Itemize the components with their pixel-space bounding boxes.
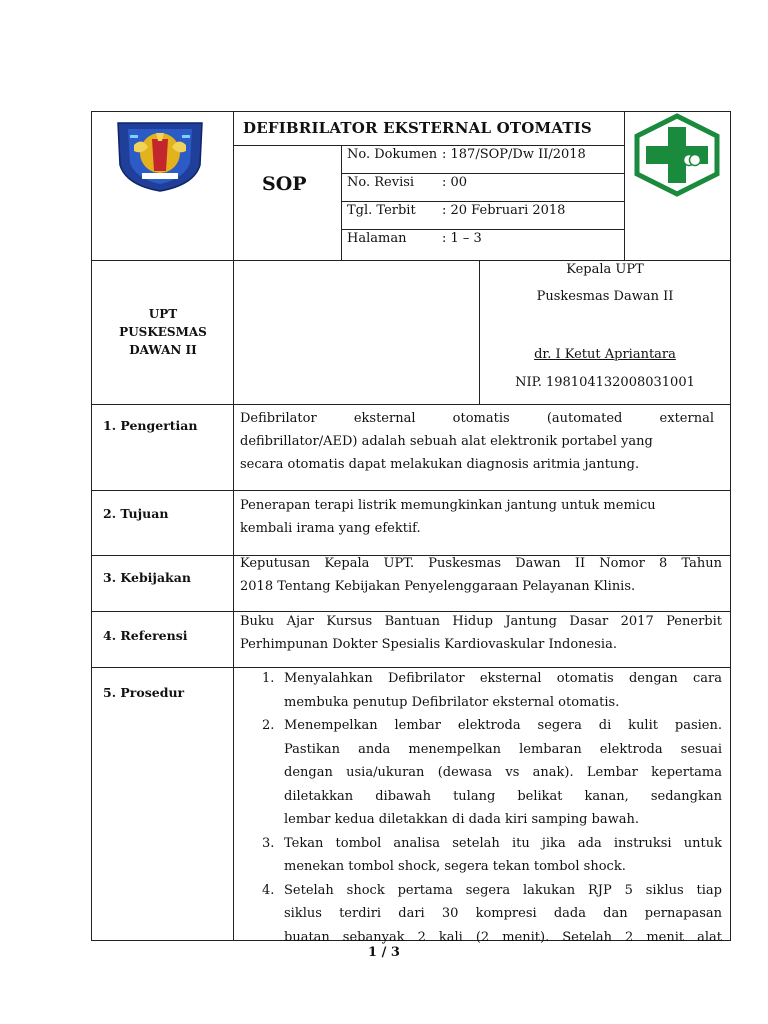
organization-line-3: DAWAN II (129, 343, 197, 357)
pengertian-line: secara otomatis dapat melakukan diagnosis aritmia jantung. (240, 457, 640, 472)
header-logo-divider (624, 111, 625, 261)
prosedur-list (262, 667, 722, 949)
table-border-right (730, 111, 731, 941)
organization-name (95, 305, 231, 359)
regency-emblem-icon (112, 115, 208, 193)
head-title-1: Kepala UPT (566, 262, 644, 277)
document-title: DEFIBRILATOR EKSTERNAL OTOMATIS (243, 119, 592, 137)
meta-issue-date-value: : 20 Februari 2018 (442, 203, 566, 218)
kebijakan-line: Keputusan Kepala UPT. Puskesmas Dawan II Nomor 8 Tahun (240, 556, 722, 571)
section-label-referensi: 4. Referensi (103, 628, 188, 643)
list-item-line: lembar kedua diletakkan di dada kiri samping bawah. (284, 812, 639, 827)
pengertian-line: defibrillator/AED) adalah sebuah alat elektronik portabel yang (240, 434, 653, 449)
page-number: 1 / 3 (368, 945, 400, 960)
meta-doc-number-value: : 187/SOP/Dw II/2018 (442, 147, 586, 162)
list-item-number: 2. (262, 718, 275, 733)
referensi-line: Perhimpunan Dokter Spesialis Kardiovaskular Indonesia. (240, 637, 617, 652)
list-item-line: Menempelkan lembar elektroda segera di kulit pasien. (284, 718, 722, 733)
table-border-header-bottom (91, 260, 731, 261)
tujuan-line: kembali irama yang efektif. (240, 521, 421, 536)
table-border-s1-bottom (91, 490, 731, 491)
section-label-kebijakan: 3. Kebijakan (103, 570, 191, 585)
section-text-pengertian (240, 407, 714, 476)
list-item-line: diletakkan dibawah tulang belikat kanan, sedangkan (284, 788, 722, 804)
table-column-divider (233, 111, 234, 941)
list-item-line: Setelah shock pertama segera lakukan RJP 5 siklus tiap (284, 882, 722, 898)
organization-line-2: PUSKESMAS (119, 325, 207, 339)
list-item (262, 714, 722, 832)
section-text-kebijakan (240, 552, 722, 598)
list-item-line: menekan tombol shock, segera tekan tombol shock. (284, 859, 626, 874)
list-item-number: 1. (262, 671, 275, 686)
header-title-divider (233, 145, 625, 146)
list-item-number: 4. (262, 882, 275, 898)
list-item-line: membuka penutup Defibrilator eksternal otomatis. (284, 694, 620, 710)
sop-meta-divider (341, 145, 342, 261)
tujuan-line: Penerapan terapi listrik memungkinkan jantung untuk memicu (240, 498, 656, 513)
list-item-line: Tekan tombol analisa setelah itu jika ada instruksi untuk (284, 835, 722, 851)
meta-divider-2 (341, 201, 625, 202)
head-title-2: Puskesmas Dawan II (536, 289, 674, 304)
meta-issue-date-key: Tgl. Terbit (347, 203, 416, 218)
meta-revision-value: : 00 (442, 175, 468, 190)
head-name: dr. I Ketut Apriantara (534, 347, 676, 362)
meta-page-value: : 1 – 3 (442, 231, 482, 246)
organization-line-1: UPT (148, 307, 178, 321)
meta-divider-3 (341, 229, 625, 230)
puskesmas-logo-icon (632, 113, 722, 197)
list-item (262, 879, 722, 950)
table-border-org-bottom (91, 404, 731, 405)
list-item-number: 3. (262, 835, 275, 851)
section-label-tujuan: 2. Tujuan (103, 506, 169, 521)
section-text-tujuan (240, 494, 714, 540)
pengertian-line: Defibrilator eksternal otomatis (automated external (240, 411, 714, 426)
list-item-line: dengan usia/ukuran (dewasa vs anak). Lembar kepertama (284, 765, 722, 780)
head-nip: NIP. 198104132008031001 (515, 375, 695, 390)
sop-label: SOP (262, 173, 307, 195)
list-item-line: buatan sebanyak 2 kali (2 menit). Setelah 2 menit alat (284, 929, 722, 945)
meta-doc-number-key: No. Dokumen (347, 147, 438, 162)
section-text-referensi (240, 610, 722, 656)
meta-divider-1 (341, 173, 625, 174)
section-label-pengertian: 1. Pengertian (103, 418, 198, 433)
meta-revision-key: No. Revisi (347, 175, 415, 190)
meta-page-key: Halaman (347, 231, 407, 246)
list-item-line: Pastikan anda menempelkan lembaran elektroda sesuai (284, 741, 722, 757)
list-item-line: Menyalahkan Defibrilator eksternal otomatis dengan cara (284, 671, 722, 686)
section-label-prosedur: 5. Prosedur (103, 685, 185, 700)
table-border-left (91, 111, 92, 941)
list-item (262, 667, 722, 714)
referensi-line: Buku Ajar Kursus Bantuan Hidup Jantung Dasar 2017 Penerbit (240, 614, 722, 629)
list-item-line: siklus terdiri dari 30 kompresi dada dan pernapasan (284, 906, 722, 921)
table-border-top (91, 111, 731, 112)
list-item (262, 832, 722, 879)
kebijakan-line: 2018 Tentang Kebijakan Penyelenggaraan Pelayanan Klinis. (240, 579, 636, 594)
